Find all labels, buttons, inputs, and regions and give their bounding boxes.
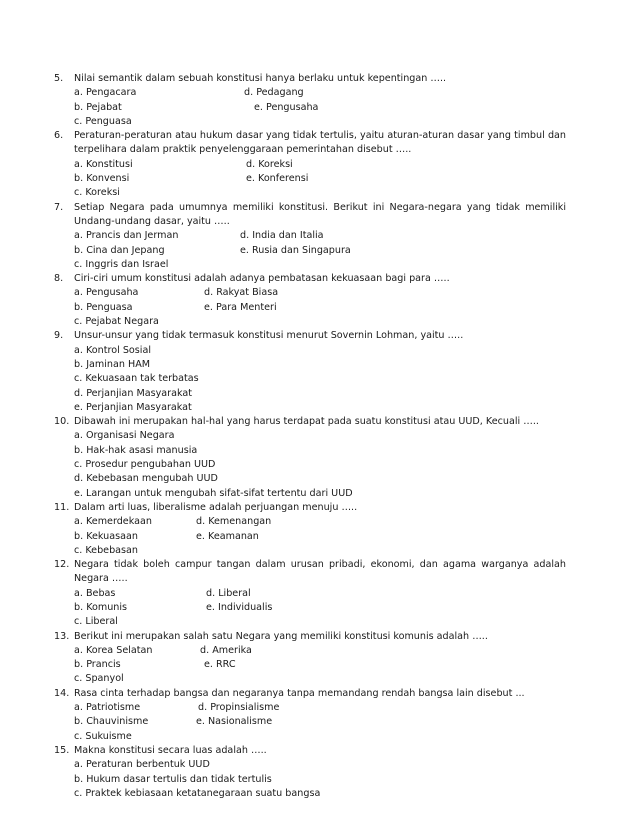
question-text: Berikut ini merupakan salah satu Negara yang memiliki konstitusi komunis adalah ….. <box>74 630 488 642</box>
option-e: e. Para Menteri <box>204 301 277 313</box>
question-number: 12. <box>54 559 70 571</box>
option-c: c. Koreksi <box>74 187 120 199</box>
option-d: d. India dan Italia <box>240 230 324 242</box>
question-text: Unsur-unsur yang tidak termasuk konstitusi menurut Sovernin Lohman, yaitu ….. <box>74 330 464 342</box>
option-c: c. Sukuisme <box>74 730 132 742</box>
option-e: e. Nasionalisme <box>196 716 273 728</box>
option-a: a. Pengacara <box>74 87 137 99</box>
option-d: d. Liberal <box>206 587 251 599</box>
option-b: b. Prancis <box>74 659 121 671</box>
option-e: e. Konferensi <box>246 173 309 185</box>
option-d: d. Kemenangan <box>196 516 272 528</box>
question-7 <box>54 201 566 272</box>
option-d: d. Pedagang <box>244 87 304 99</box>
option-c: c. Kebebasan <box>74 544 139 556</box>
option-e: e. Larangan untuk mengubah sifat-sifat tertentu dari UUD <box>74 487 353 499</box>
document-page <box>54 72 566 801</box>
option-a: a. Korea Selatan <box>74 644 153 656</box>
question-text: Ciri-ciri umum konstitusi adalah adanya pembatasan kekuasaan bagi para ….. <box>74 273 450 285</box>
option-e: e. Perjanjian Masyarakat <box>74 401 192 413</box>
option-c: c. Spanyol <box>74 673 124 685</box>
option-e: e. Rusia dan Singapura <box>240 244 351 256</box>
option-c: c. Pejabat Negara <box>74 316 159 328</box>
option-c: c. Liberal <box>74 616 118 628</box>
option-c: c. Inggris dan Israel <box>74 258 169 270</box>
option-a: a. Pengusaha <box>74 287 139 299</box>
option-c: c. Prosedur pengubahan UUD <box>74 459 216 471</box>
question-text: Negara tidak boleh campur tangan dalam urusan pribadi, ekonomi, dan agama warganya adalah Negara ….. <box>74 559 566 585</box>
question-8 <box>54 272 566 329</box>
option-a: a. Kemerdekaan <box>74 516 152 528</box>
option-b: b. Pejabat <box>74 101 122 113</box>
option-a: a. Prancis dan Jerman <box>74 230 179 242</box>
question-14 <box>54 687 566 744</box>
question-number: 11. <box>54 501 70 513</box>
question-number: 14. <box>54 687 70 699</box>
question-number: 8. <box>54 273 64 285</box>
question-number: 13. <box>54 630 70 642</box>
option-d: d. Rakyat Biasa <box>204 287 279 299</box>
option-b: b. Konvensi <box>74 173 130 185</box>
question-text: Peraturan-peraturan atau hukum dasar yang tidak tertulis, yaitu aturan-aturan dasar yang timbul dan terpelihara dalam praktik penyelenggaraan pemerintahan disebut ….. <box>74 130 566 156</box>
option-d: d. Propinsialisme <box>198 702 280 714</box>
option-e: e. RRC <box>204 659 236 671</box>
option-b: b. Komunis <box>74 601 128 613</box>
question-text: Dalam arti luas, liberalisme adalah perjuangan menuju ….. <box>74 501 358 513</box>
question-text: Dibawah ini merupakan hal-hal yang harus terdapat pada suatu konstitusi atau UUD, Kecuali ….. <box>74 416 539 428</box>
option-b: b. Hukum dasar tertulis dan tidak tertulis <box>74 773 272 785</box>
question-10 <box>54 415 566 501</box>
question-5 <box>54 72 566 129</box>
question-12 <box>54 558 566 629</box>
question-text: Makna konstitusi secara luas adalah ….. <box>74 744 267 756</box>
question-text: Rasa cinta terhadap bangsa dan negaranya tanpa memandang rendah bangsa lain disebut ... <box>74 687 525 699</box>
option-a: a. Bebas <box>74 587 116 599</box>
question-11 <box>54 501 566 558</box>
question-15 <box>54 744 566 801</box>
option-e: e. Pengusaha <box>254 101 319 113</box>
question-number: 7. <box>54 201 64 213</box>
option-d: d. Perjanjian Masyarakat <box>74 387 193 399</box>
question-9 <box>54 329 566 415</box>
question-6 <box>54 129 566 200</box>
option-d: d. Koreksi <box>246 158 293 170</box>
option-c: c. Kekuasaan tak terbatas <box>74 373 199 385</box>
question-number: 10. <box>54 416 70 428</box>
option-b: b. Hak-hak asasi manusia <box>74 444 198 456</box>
option-c: c. Penguasa <box>74 115 132 127</box>
question-text: Setiap Negara pada umumnya memiliki konstitusi. Berikut ini Negara-negara yang tidak memiliki Undang-undang dasar, yaitu ….. <box>74 201 566 227</box>
question-number: 6. <box>54 130 64 142</box>
option-e: e. Individualis <box>206 601 273 613</box>
option-a: a. Konstitusi <box>74 158 133 170</box>
question-13 <box>54 630 566 687</box>
option-c: c. Praktek kebiasaan ketatanegaraan suatu bangsa <box>74 787 321 799</box>
option-a: a. Patriotisme <box>74 702 141 714</box>
option-b: b. Jaminan HAM <box>74 358 151 370</box>
option-e: e. Keamanan <box>196 530 259 542</box>
option-b: b. Kekuasaan <box>74 530 138 542</box>
option-b: b. Penguasa <box>74 301 133 313</box>
option-a: a. Organisasi Negara <box>74 430 175 442</box>
question-number: 9. <box>54 330 64 342</box>
question-number: 15. <box>54 744 70 756</box>
option-b: b. Chauvinisme <box>74 716 149 728</box>
option-b: b. Cina dan Jepang <box>74 244 165 256</box>
option-d: d. Kebebasan mengubah UUD <box>74 473 218 485</box>
question-text: Nilai semantik dalam sebuah konstitusi hanya berlaku untuk kepentingan ….. <box>74 73 447 84</box>
question-number: 5. <box>54 73 64 84</box>
option-a: a. Kontrol Sosial <box>74 344 151 356</box>
option-a: a. Peraturan berbentuk UUD <box>74 759 210 771</box>
option-d: d. Amerika <box>200 644 252 656</box>
